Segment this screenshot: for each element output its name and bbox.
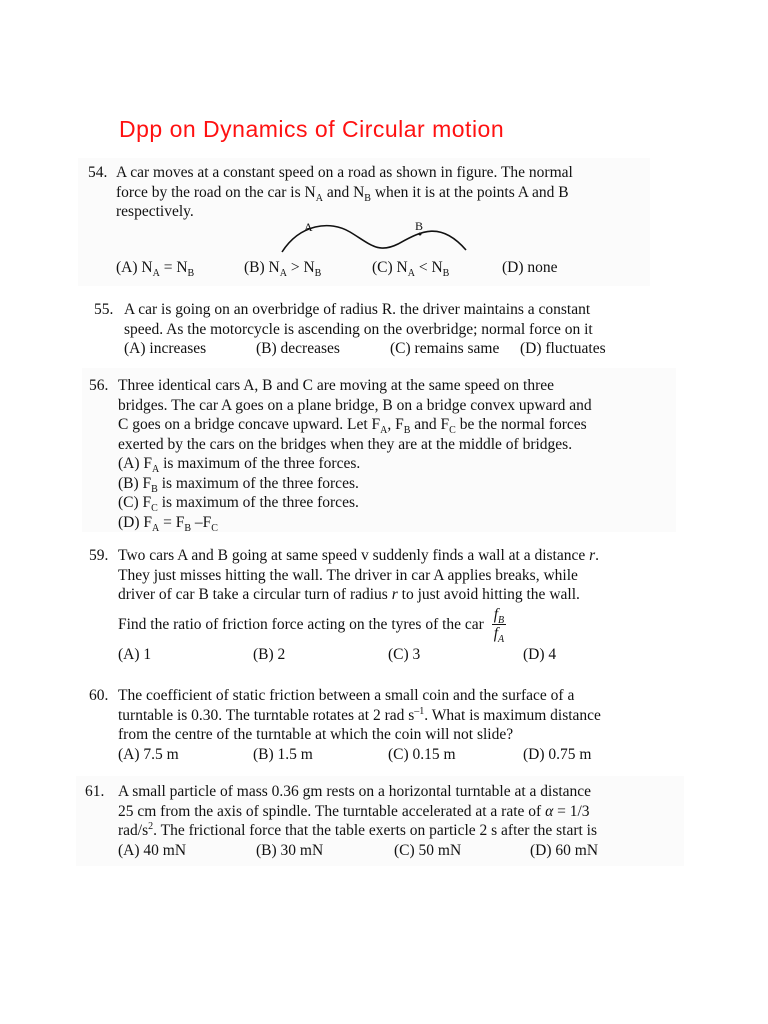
option-b[interactable]: (B) decreases xyxy=(256,340,340,357)
question-number: 59. xyxy=(89,547,109,564)
page-title: Dpp on Dynamics of Circular motion xyxy=(119,116,505,142)
question-text-line: force by the road on the car is $N_A$ and $N_B$ when it is at the points A and B xyxy=(116,183,569,204)
question-text-line: driver of car B take a circular turn of radius r to just avoid hitting the wall. xyxy=(118,586,580,603)
option-c[interactable]: (C) remains same xyxy=(390,340,500,357)
question-number: 60. xyxy=(89,687,109,704)
option-d[interactable]: (D) fluctuates xyxy=(520,340,606,357)
point-b-dot xyxy=(419,233,422,236)
question-60 xyxy=(89,686,679,765)
option-a[interactable]: (A) 7.5 m xyxy=(118,745,179,763)
option-d[interactable]: (D) none xyxy=(502,259,558,276)
option-b[interactable]: (B) 1.5 m xyxy=(253,745,313,763)
option-d[interactable]: (D) 4 xyxy=(523,645,557,663)
fraction-numerator: $f_B$ xyxy=(493,606,505,627)
question-text-line: speed. As the motorcycle is ascending on the overbridge; normal force on it xyxy=(124,320,593,338)
question-text-line: respectively. xyxy=(116,203,194,220)
question-text-line: bridges. The car A goes on a plane bridge, B on a bridge convex upward and xyxy=(118,396,592,414)
friction-ratio-fraction xyxy=(492,606,506,646)
question-text-line: 25 cm from the axis of spindle. The turntable accelerated at a rate of α = 1/3 xyxy=(118,802,590,820)
option-a[interactable]: (A) $F_A$ is maximum of the three forces. xyxy=(118,455,361,476)
option-c[interactable]: (C) $N_A < N_B$ xyxy=(372,259,450,280)
question-text-line: turntable is 0.30. The turntable rotates at 2 rad $s^{-1}$. What is maximum distance xyxy=(118,705,601,724)
option-a[interactable]: (A) increases xyxy=(124,340,207,357)
option-c[interactable]: (C) 50 mN xyxy=(394,841,462,859)
option-d[interactable]: (D) 0.75 m xyxy=(523,745,592,763)
question-56 xyxy=(89,376,679,532)
question-number: 56. xyxy=(89,377,109,394)
question-text-line: exerted by the cars on the bridges when they are at the middle of bridges. xyxy=(118,435,573,453)
point-a-label: A xyxy=(304,220,313,234)
question-54 xyxy=(88,163,648,222)
option-b[interactable]: (B) 2 xyxy=(253,645,286,663)
question-text-line: Find the ratio of friction force acting on the tyres of the car xyxy=(118,615,484,633)
option-d[interactable]: (D) $F_A = F_B$ $-F_C$ xyxy=(118,513,218,534)
option-b[interactable]: (B) $N_A > N_B$ xyxy=(244,259,322,280)
question-text-line: from the centre of the turntable at which the coin will not slide? xyxy=(118,726,514,743)
question-55 xyxy=(94,300,654,359)
option-d[interactable]: (D) 60 mN xyxy=(530,841,599,859)
question-text-line: The coefficient of static friction between a small coin and the surface of a xyxy=(118,687,575,704)
question-text-line: They just misses hitting the wall. The driver in car A applies breaks, while xyxy=(118,566,578,584)
question-number: 55. xyxy=(94,301,114,318)
question-number: 54. xyxy=(88,164,108,181)
fraction-denominator: $f_A$ xyxy=(493,625,505,646)
option-a[interactable]: (A) 40 mN xyxy=(118,841,187,859)
point-b-label: B xyxy=(415,219,424,233)
question-61 xyxy=(85,782,680,861)
option-c[interactable]: (C) $F_C$ is maximum of the three forces. xyxy=(118,494,359,515)
question-number: 61. xyxy=(85,783,105,800)
option-c[interactable]: (C) 3 xyxy=(388,645,421,663)
question-text-line: A car is going on an overbridge of radius R. the driver maintains a constant xyxy=(124,301,591,318)
option-a[interactable]: (A) $N_A = N_B$ xyxy=(116,259,195,280)
question-text-line: C goes on a bridge concave upward. Let $F_A$, $F_B$ and $F_C$ be the normal forces xyxy=(118,416,587,437)
options-54 xyxy=(116,258,676,278)
option-b[interactable]: (B) $F_B$ is maximum of the three forces. xyxy=(118,474,359,495)
question-text-line: A car moves at a constant speed on a road as shown in figure. The normal xyxy=(116,164,573,181)
question-text-line: A small particle of mass 0.36 gm rests on a horizontal turntable at a distance xyxy=(118,783,592,800)
question-text-line: rad/$s^2$. The frictional force that the table exerts on particle 2 s after the start is xyxy=(118,820,598,839)
option-a[interactable]: (A) 1 xyxy=(118,645,152,663)
question-59: 59. Two cars A and B going at same speed v suddenly finds a wall at a distance r. They just misses hitting the wall. The driver in car A applies breaks, while driver of car B take a circular turn of radius r to just avoid hitting the wall. Find the ratio of friction force acting on the tyres of the car $\frac{f_B}{f_A}$ (A) 1 (B) 2 (C) 3 (D) 4 xyxy=(89,546,679,665)
option-c[interactable]: (C) 0.15 m xyxy=(388,745,456,763)
question-text-line: Three identical cars A, B and C are moving at the same speed on three xyxy=(118,377,554,394)
road-curve-figure xyxy=(270,214,470,260)
option-b[interactable]: (B) 30 mN xyxy=(256,841,324,859)
